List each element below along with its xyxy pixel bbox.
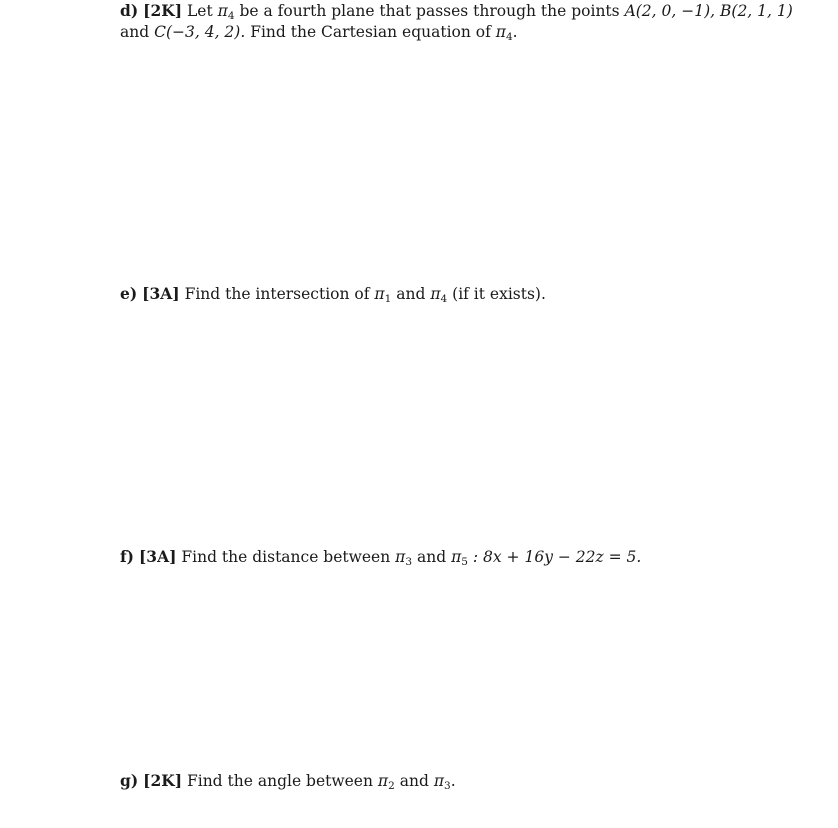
- punctuation: .: [450, 772, 456, 790]
- marks-badge: [2K]: [143, 1, 183, 20]
- plane-index: 5: [461, 556, 468, 568]
- plane-symbol: $\pi_3$: [395, 548, 413, 568]
- plane-index: 3: [444, 780, 451, 792]
- question-f: [120, 546, 641, 568]
- point-c: C(−3, 4, 2).: [154, 23, 246, 41]
- question-text: Find the angle between: [186, 772, 373, 790]
- punctuation: .: [512, 23, 518, 41]
- question-text: (if it exists).: [452, 285, 546, 303]
- question-g: [120, 770, 456, 792]
- plane-symbol: $\pi_4$: [217, 2, 235, 22]
- point-b: B(2, 1, 1): [720, 2, 793, 20]
- marks-badge: [3A]: [142, 284, 180, 303]
- question-label: e): [120, 284, 138, 303]
- plane-symbol: $\pi_2$: [377, 772, 395, 792]
- plane-index: 4: [227, 10, 235, 22]
- plane-index: 3: [405, 556, 413, 568]
- question-text: Find the intersection of: [184, 285, 370, 303]
- question-text: Let: [186, 2, 213, 20]
- plane-equation: : 8x + 16y − 22z = 5.: [472, 548, 642, 566]
- question-text: be a fourth plane that passes through the points: [239, 2, 620, 20]
- question-text: and: [416, 548, 447, 566]
- question-text: and: [399, 772, 429, 790]
- plane-symbol: $\pi_5$: [451, 548, 468, 568]
- marks-badge: [2K]: [143, 771, 183, 790]
- question-label: g): [120, 771, 139, 790]
- question-e: [120, 283, 546, 305]
- marks-badge: [3A]: [138, 547, 177, 566]
- question-d: [120, 0, 793, 43]
- plane-symbol: $\pi_4$: [495, 23, 513, 43]
- question-text: and: [396, 285, 426, 303]
- question-text: Find the Cartesian equation of: [250, 23, 491, 41]
- question-text: Find the distance between: [181, 548, 391, 566]
- question-d-line-1: [120, 0, 793, 22]
- question-label: d): [120, 1, 139, 20]
- question-label: f): [120, 547, 135, 566]
- plane-symbol: $\pi_1$: [374, 285, 392, 305]
- plane-index: 1: [384, 293, 392, 305]
- plane-index: 4: [440, 293, 448, 305]
- point-a: A(2, 0, −1),: [624, 2, 716, 20]
- question-text: and: [120, 23, 150, 41]
- plane-index: 4: [505, 31, 513, 43]
- plane-symbol: $\pi_3$: [433, 772, 451, 792]
- plane-symbol: $\pi_4$: [430, 285, 448, 305]
- plane-index: 2: [388, 780, 395, 792]
- question-d-line-2: [120, 22, 793, 43]
